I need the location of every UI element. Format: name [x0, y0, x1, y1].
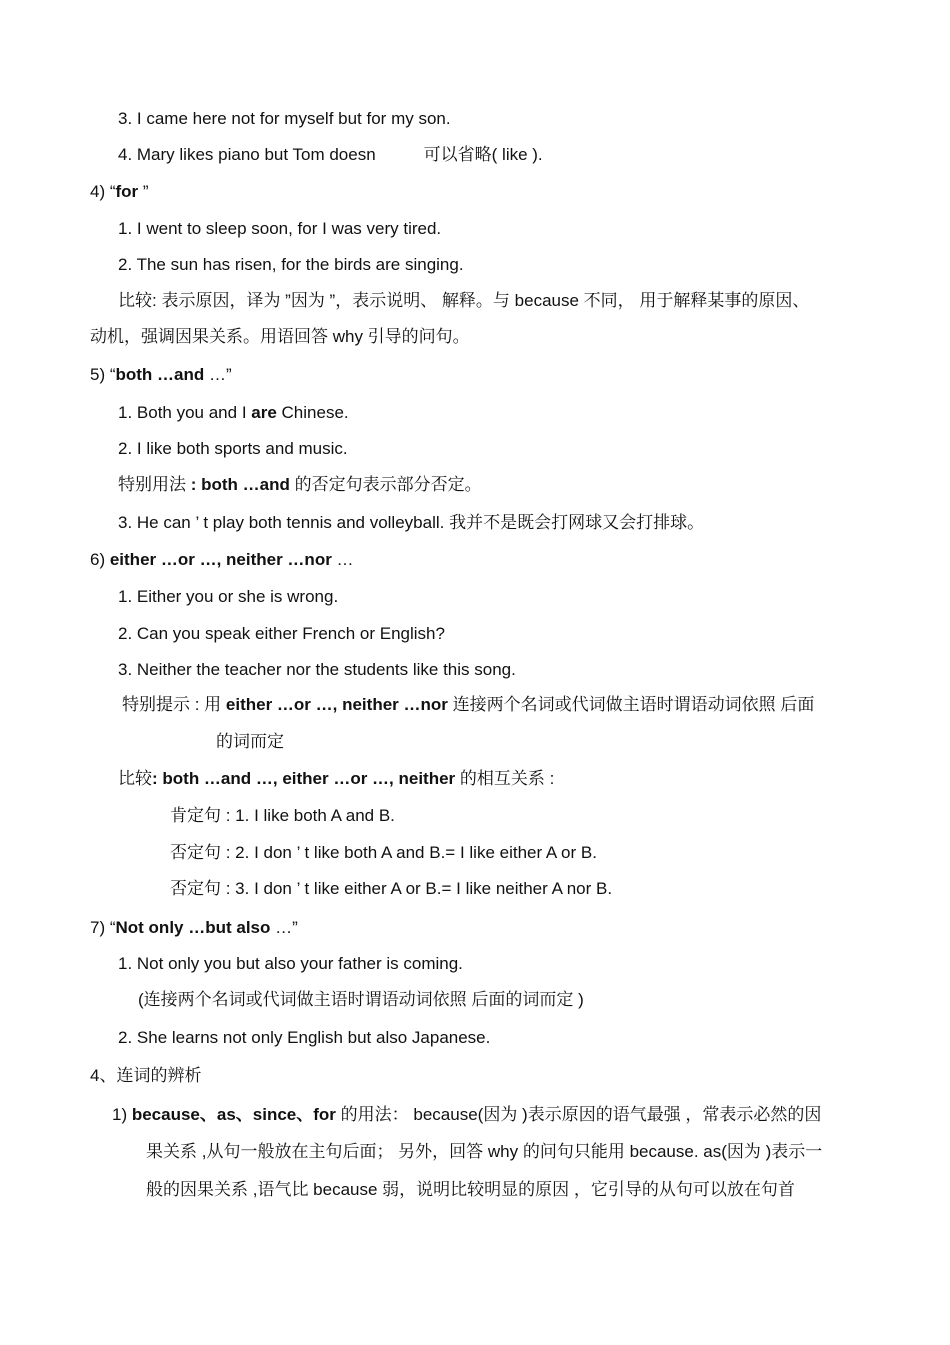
text-line: 3. I came here not for myself but for my son.: [118, 109, 451, 128]
line-text-end: 的用法： because(因为 )表示原因的语气最强 ，常表示必然的因: [335, 1105, 822, 1124]
text-line: 2. She learns not only English but also Japanese.: [118, 1028, 491, 1047]
line-text: 特别提示 : 用: [122, 695, 226, 714]
text-line: [118, 402, 349, 424]
heading-either-neither: [90, 549, 354, 571]
line-text-end: …”: [270, 918, 298, 937]
keyword: : both …and …, either …or …, neither: [152, 769, 456, 788]
heading-for: [90, 181, 149, 203]
keyword: : both …and: [190, 475, 290, 494]
line-text-end: Chinese.: [276, 403, 349, 422]
line-text: 4) “: [90, 182, 116, 201]
text-line: [118, 144, 543, 166]
text-line: 果关系 ,从句一般放在主句后面； 另外，回答 why 的问句只能用 because. as(因为 )表示一: [146, 1142, 823, 1161]
text-line: 3. Neither the teacher nor the students like this song.: [118, 660, 516, 679]
text-line: 比较: 表示原因，译为 ”因为 ”，表示说明、 解释。与 because 不同， 用于解释某事的原因、: [118, 291, 810, 310]
text-line: 2. Can you speak either French or English?: [118, 624, 445, 643]
text-line: 否定句 : 3. I don ’ t like either A or B.= I like neither A nor B.: [170, 879, 613, 898]
line-text-end: 我并不是既会打网球又会打排球。: [444, 513, 705, 532]
line-text-end: ”: [138, 182, 149, 201]
text-line: [118, 512, 704, 534]
heading-not-only: [90, 917, 298, 939]
text-line: [118, 768, 554, 790]
line-text-end: ( like ).: [491, 145, 543, 164]
text-line: [118, 254, 464, 276]
text-line: 1. Not only you but also your father is coming.: [118, 954, 463, 973]
line-text-end: 连接两个名词或代词做主语时谓语动词依照 后面: [447, 695, 815, 714]
text-line: 般的因果关系 ,语气比 because 弱，说明比较明显的原因 ，它引导的从句可以放在句首: [146, 1180, 795, 1199]
keyword: either …or …, neither …nor: [109, 550, 332, 569]
text-line: 动机，强调因果关系。用语回答 why 引导的问句。: [90, 327, 470, 346]
line-punct: .: [439, 513, 445, 532]
line-text: 3. He can ’ t play both tennis and volleyball: [118, 513, 440, 532]
keyword: because、as、since、for: [131, 1105, 336, 1124]
section-heading: 4、连词的辨析: [90, 1066, 202, 1085]
text-line: [122, 694, 814, 716]
text-line: (连接两个名词或代词做主语时谓语动词依照 后面的词而定 ): [138, 990, 584, 1009]
line-punct: ,: [271, 255, 277, 274]
keyword: both …and: [115, 365, 205, 384]
keyword: either …or …, neither …nor: [225, 695, 448, 714]
keyword: for: [115, 182, 139, 201]
text-line: 2. I like both sports and music.: [118, 439, 348, 458]
text-line: [118, 474, 482, 496]
line-text: 比较: [118, 769, 152, 788]
text-line: [112, 1104, 821, 1126]
text-line: 肯定句 : 1. I like both A and B.: [170, 806, 395, 825]
line-text: 5) “: [90, 365, 116, 384]
keyword: Not only …but also: [115, 918, 271, 937]
text-line: 否定句 : 2. I don ’ t like both A and B.= I like either A or B.: [170, 843, 597, 862]
line-text: 1): [112, 1105, 132, 1124]
line-text: 1. Both you and I: [118, 403, 252, 422]
line-text-end: …: [331, 550, 354, 569]
line-text-end: for the birds are singing.: [276, 255, 464, 274]
line-text: 4. Mary likes piano but Tom doesn: [118, 145, 376, 164]
line-text-end: …”: [204, 365, 232, 384]
text-line: 的词而定: [216, 732, 284, 751]
line-text-end: 的相互关系 :: [455, 769, 555, 788]
line-text: 特别用法: [118, 475, 191, 494]
text-line: 1. Either you or she is wrong.: [118, 587, 339, 606]
line-text: 7) “: [90, 918, 116, 937]
text-line: 1. I went to sleep soon, for I was very tired.: [118, 219, 442, 238]
keyword: are: [251, 403, 277, 422]
line-text-end: 的否定句表示部分否定。: [289, 475, 482, 494]
line-text: 6): [90, 550, 110, 569]
line-text: 2. The sun has risen: [118, 255, 272, 274]
line-note: 可以省略: [423, 145, 492, 164]
heading-both-and: [90, 364, 232, 386]
